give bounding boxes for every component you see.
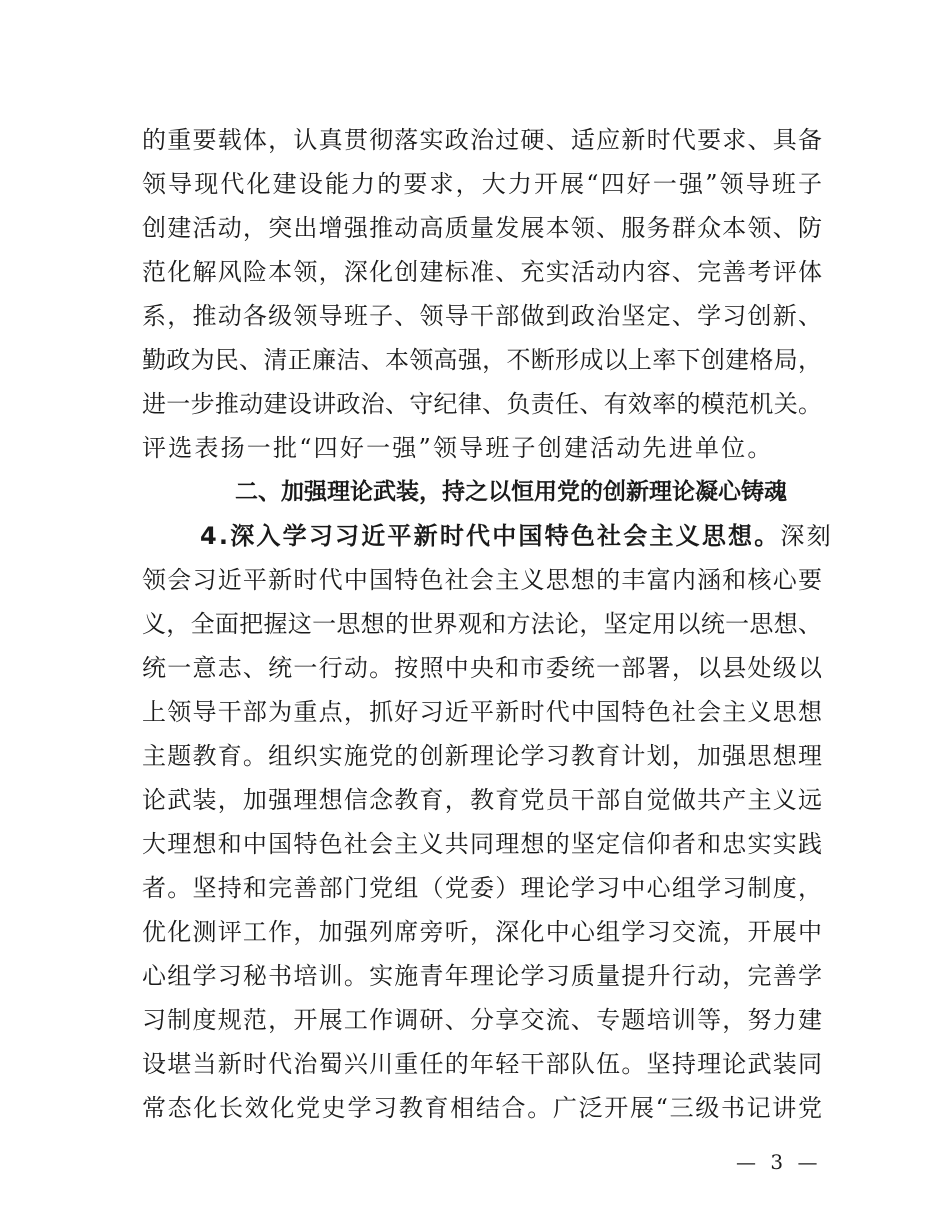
paragraph-line: 创建活动，突出增强推动高质量发展本领、服务群众本领、防: [142, 214, 822, 242]
paragraph-line: 评选表扬一批“四好一强”领导班子创建活动先进单位。: [142, 434, 774, 462]
paragraph-line: 上领导干部为重点，抓好习近平新时代中国特色社会主义思想: [142, 698, 822, 726]
paragraph-line: 系，推动各级领导班子、领导干部做到政治坚定、学习创新、: [142, 302, 822, 330]
paragraph-line: 范化解风险本领，深化创建标准、充实活动内容、完善考评体: [142, 258, 822, 286]
paragraph-line: 统一意志、统一行动。按照中央和市委统一部署，以县处级以: [142, 654, 822, 682]
body-text: [142, 118, 833, 1130]
item4-first-line: [142, 514, 833, 558]
paragraph-line: 常态化长效化党史学习教育相结合。广泛开展“三级书记讲党: [142, 1094, 822, 1122]
item4-title: 4.深入学习习近平新时代中国特色社会主义思想。: [200, 522, 781, 550]
paragraph-line: 领导现代化建设能力的要求，大力开展“四好一强”领导班子: [142, 170, 822, 198]
page-number: — 3 —: [736, 1150, 822, 1174]
paragraph-line: 大理想和中国特色社会主义共同理想的坚定信仰者和忠实实践: [142, 830, 822, 858]
paragraph-line: 勤政为民、清正廉洁、本领高强，不断形成以上率下创建格局，: [142, 346, 822, 374]
paragraph-line: 设堪当新时代治蜀兴川重任的年轻干部队伍。坚持理论武装同: [142, 1050, 822, 1078]
paragraph-line: 论武装，加强理想信念教育，教育党员干部自觉做共产主义远: [142, 786, 822, 814]
item4-first-line-rest: 深刻: [780, 522, 833, 550]
paragraph-line: 者。坚持和完善部门党组（党委）理论学习中心组学习制度，: [142, 874, 822, 902]
paragraph-line: 心组学习秘书培训。实施青年理论学习质量提升行动，完善学: [142, 962, 822, 990]
paragraph-line: 进一步推动建设讲政治、守纪律、负责任、有效率的模范机关。: [142, 390, 822, 418]
paragraph-line: 领会习近平新时代中国特色社会主义思想的丰富内涵和核心要: [142, 566, 822, 594]
section-heading: 二、加强理论武装，持之以恒用党的创新理论凝心铸魂: [235, 479, 787, 505]
paragraph-line: 的重要载体，认真贯彻落实政治过硬、适应新时代要求、具备: [142, 126, 822, 154]
paragraph-line: 优化测评工作，加强列席旁听，深化中心组学习交流，开展中: [142, 918, 822, 946]
paragraph-line: 义，全面把握这一思想的世界观和方法论，坚定用以统一思想、: [142, 610, 822, 638]
paragraph-line: 习制度规范，开展工作调研、分享交流、专题培训等，努力建: [142, 1006, 822, 1034]
paragraph-line: 主题教育。组织实施党的创新理论学习教育计划，加强思想理: [142, 742, 822, 770]
